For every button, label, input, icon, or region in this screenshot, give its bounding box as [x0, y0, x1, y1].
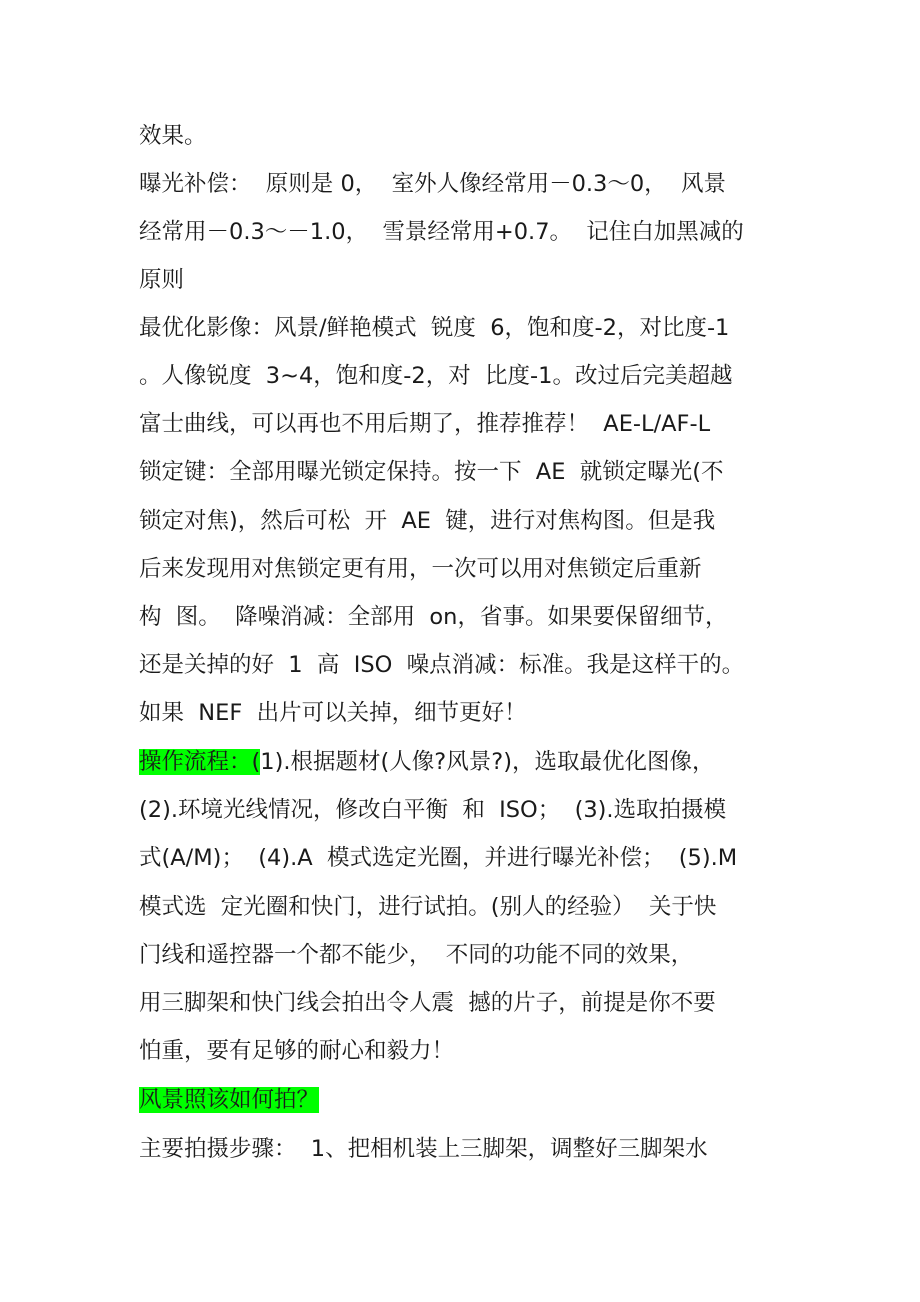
text-line: 。人像锐度 3~4，饱和度-2，对 比度-1。改过后完美超越	[139, 363, 733, 389]
text-line: 如果 NEF 出片可以关掉，细节更好！	[139, 700, 527, 726]
text-line: (2).环境光线情况，修改白平衡 和 ISO； (3).选取拍摄模	[139, 797, 727, 823]
text-line: 锁定对焦)，然后可松 开 AE 键，进行对焦构图。但是我	[139, 508, 716, 534]
text-line: 模式选 定光圈和快门，进行试拍。(别人的经验） 关于快	[139, 894, 717, 920]
landscape-heading-highlight: 风景照该如何拍？	[139, 1087, 320, 1113]
workflow-first-line	[139, 744, 714, 780]
text-line: 门线和遥控器一个都不能少， 不同的功能不同的效果，	[139, 942, 694, 968]
workflow-first-line-text: 1).根据题材(人像?风景?)，选取最优化图像，	[260, 749, 715, 775]
text-line: 效果。	[139, 123, 207, 149]
text-line: 经常用－0.3～－1.0， 雪景经常用+0.7。 记住白加黑减的	[139, 219, 744, 245]
text-line: 式(A/M)； (4).A 模式选定光圈，并进行曝光补偿； (5).M	[139, 845, 738, 871]
text-line: 最优化影像：风景/鲜艳模式 锐度 6，饱和度-2，对比度-1	[139, 315, 730, 341]
workflow-heading-highlight: 操作流程：(	[139, 749, 261, 775]
text-line: 原则	[139, 267, 185, 293]
landscape-heading-line	[139, 1082, 319, 1118]
text-line: 锁定键：全部用曝光锁定保持。按一下 AE 就锁定曝光(不	[139, 459, 724, 485]
text-line: 怕重，要有足够的耐心和毅力！	[139, 1038, 455, 1064]
text-line: 主要拍摄步骤： 1、把相机装上三脚架，调整好三脚架水	[139, 1136, 708, 1162]
text-line: 后来发现用对焦锁定更有用，一次可以用对焦锁定后重新	[139, 556, 702, 582]
text-line: 用三脚架和快门线会拍出令人震 撼的片子，前提是你不要	[139, 990, 716, 1016]
text-line: 构 图。 降噪消减：全部用 on，省事。如果要保留细节，	[139, 604, 728, 630]
text-line: 曝光补偿： 原则是 0， 室外人像经常用－0.3～0， 风景	[139, 171, 726, 197]
text-line: 还是关掉的好 1 高 ISO 噪点消减：标准。我是这样干的。	[139, 652, 745, 678]
text-line: 富士曲线，可以再也不用后期了，推荐推荐！ AE-L/AF-L	[139, 411, 711, 437]
